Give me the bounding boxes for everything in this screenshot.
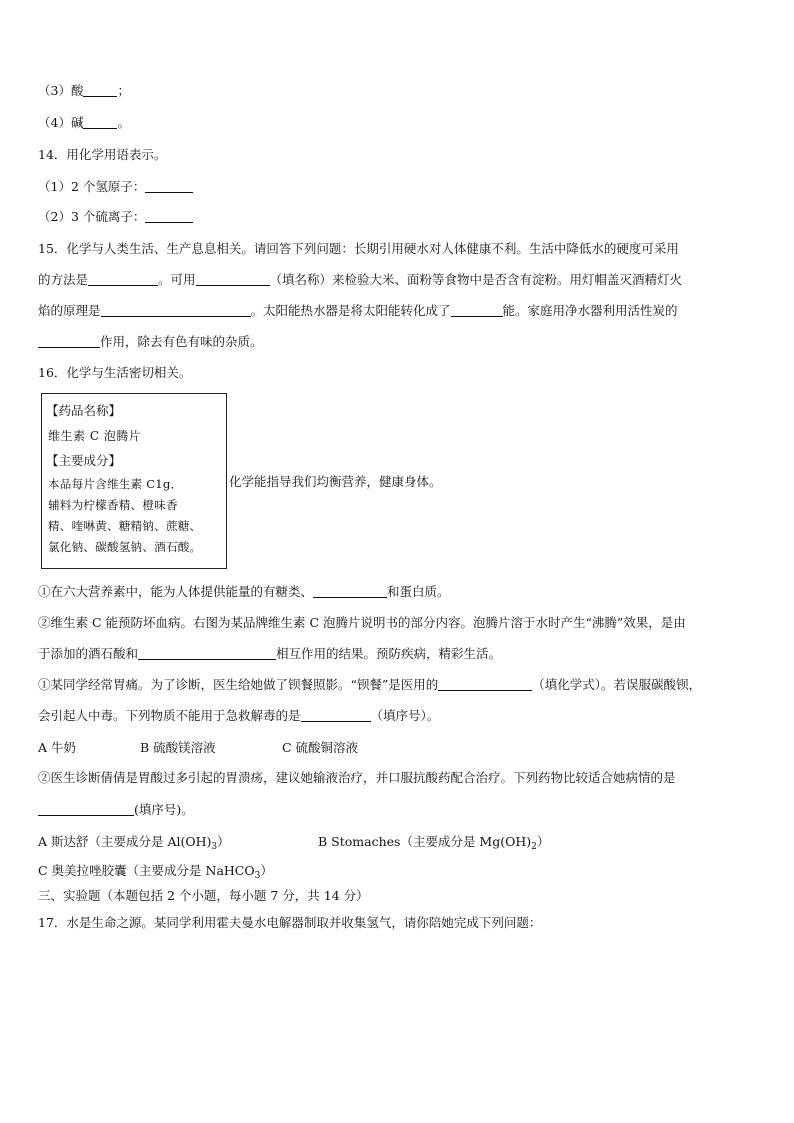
answer-blank[interactable] (83, 82, 117, 97)
question-15-line-2: 的方法是 。可用 （填名称）来检验大米、面粉等食物中是否含有淀粉。用灯帽盖灭酒精灯火 (38, 272, 683, 287)
sub-question-vitamin-c-line-2: 于添加的酒石酸和 相互作用的结果。预防疾病，精彩生活。 (38, 646, 502, 661)
label-composition-line: 辅料为柠檬香精、橙味香 (48, 498, 178, 512)
line-acid: （3）酸 ； (38, 83, 130, 98)
question-14-2: （2）3 个硫离子： (38, 208, 193, 226)
sub-question-barium-line-1: ①某同学经常胃痛。为了诊断，医生给她做了钡餐照影。“钡餐”是医用的 （填化学式）。若误服碳酸钡， (38, 677, 702, 692)
question-15-line-3: 焰的原理是 。太阳能热水器是将太阳能转化成了 能。家庭用净水器利用活性炭的 (38, 303, 678, 318)
question-16-side-text: 化学能指导我们均衡营养，健康身体。 (229, 474, 442, 489)
sub-question-vitamin-c-line-1: ②维生素 C 能预防坏血病。右图为某品牌维生素 C 泡腾片说明书的部分内容。泡腾片溶于水时产生“沸腾”效果，是由 (38, 615, 686, 630)
label-composition-title: 【主要成分】 (46, 453, 122, 468)
answer-blank[interactable] (38, 801, 134, 816)
answer-blank[interactable] (196, 271, 270, 286)
label-name: 维生素 C 泡腾片 (48, 429, 142, 443)
drug-option-a: A 斯达舒（主要成分是 $Al(OH)_3$） (38, 834, 230, 852)
label-composition-line: 本品每片含维生素 C1g． (48, 477, 183, 491)
label-composition-line: 氯化钠、碳酸氢钠、酒石酸。 (48, 540, 202, 554)
answer-blank[interactable] (451, 302, 503, 317)
question-15-line-1: 15．化学与人类生活、生产息息相关。请回答下列问题：长期引用硬水对人体健康不利。生活中降低水的硬度可采用 (38, 241, 679, 256)
medicine-label-box (41, 393, 227, 569)
sub-question-barium-line-2: 会引起人中毒。下列物质不能用于急救解毒的是 （填序号）。 (38, 708, 440, 723)
question-17: 17．水是生命之源。某同学利用霍夫曼水电解器制取并收集氢气，请你陪她完成下列问题： (38, 915, 542, 930)
drug-option-b: B Stomaches（主要成分是 $Mg(OH)_2$） (318, 834, 550, 852)
answer-blank[interactable] (138, 645, 276, 660)
label-name-title: 【药品名称】 (46, 403, 122, 418)
answer-blank[interactable] (88, 271, 158, 286)
answer-blank[interactable] (38, 333, 100, 348)
answer-blank[interactable] (438, 676, 532, 691)
question-14: 14．用化学用语表示。 (38, 147, 167, 162)
section-3-heading: 三、实验题（本题包括 2 个小题，每小题 7 分，共 14 分） (38, 888, 369, 903)
question-15-line-4: 作用，除去有色有味的杂质。 (38, 333, 263, 351)
drug-option-c: C 奥美拉唑胶囊（主要成分是 NaHCO$_3$） (38, 863, 273, 881)
sub-question-antacid-line-1: ②医生诊断倩倩是胃酸过多引起的胃溃疡，建议她输液治疗，并口服抗酸药配合治疗。下列药物比较适合她病情的是 (38, 770, 676, 785)
answer-blank[interactable] (301, 707, 371, 722)
option-c: C 硫酸铜溶液 (282, 740, 359, 755)
answer-blank[interactable] (145, 178, 193, 193)
sub-question-antacid-line-2: (填序号)。 (38, 801, 194, 819)
sub-question-nutrients: ①在六大营养素中，能为人体提供能量的有糖类、 和蛋白质。 (38, 584, 450, 599)
label-composition-line: 精、喹啉黄、糖精钠、蔗糖、 (48, 519, 202, 533)
option-a: A 牛奶 (38, 740, 77, 755)
answer-blank[interactable] (145, 208, 193, 223)
answer-blank[interactable] (83, 114, 117, 129)
option-b: B 硫酸镁溶液 (140, 740, 216, 755)
answer-blank[interactable] (101, 302, 251, 317)
question-16: 16．化学与生活密切相关。 (38, 365, 192, 380)
answer-blank[interactable] (313, 583, 387, 598)
question-14-1: （1）2 个氢原子： (38, 178, 193, 196)
line-base: （4）碱 。 (38, 115, 130, 130)
